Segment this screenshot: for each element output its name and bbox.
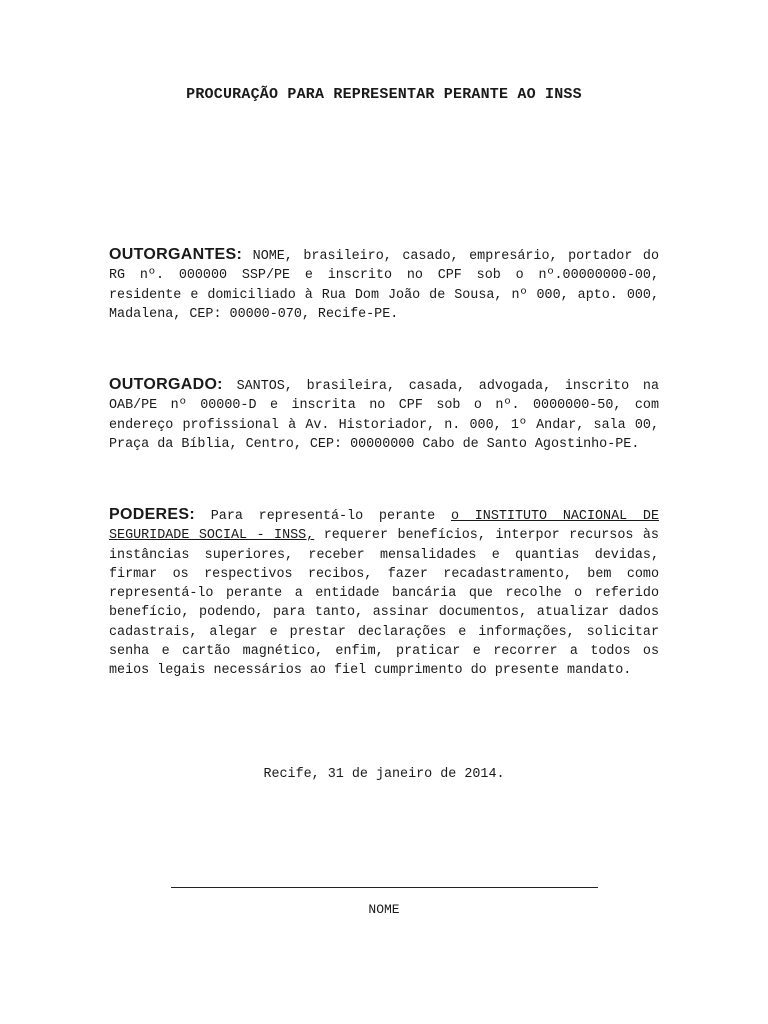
outorgado-heading: OUTORGADO: bbox=[109, 376, 223, 393]
outorgado-paragraph bbox=[109, 375, 659, 454]
outorgantes-text: NOME, brasileiro, casado, empresário, portador do RG nº. 000000 SSP/PE e inscrito no CPF sob o nº.00000000-00, residente e domiciliado à Rua Dom João de Sousa, nº 000, apto. 000, Madalena, CEP: 00000-070, Recife-PE. bbox=[109, 249, 659, 322]
outorgantes-paragraph bbox=[109, 245, 659, 324]
document-title: PROCURAÇÃO PARA REPRESENTAR PERANTE AO INSS bbox=[186, 86, 582, 103]
poderes-paragraph bbox=[109, 505, 659, 681]
outorgantes-heading: OUTORGANTES: bbox=[109, 246, 243, 263]
outorgado-text: SANTOS, brasileira, casada, advogada, inscrito na OAB/PE nº 00000-D e inscrita no CPF sob o nº. 0000000-50, com endereço profissional à Av. Historiador, n. 000, 1º Andar, sala 00, Praça da Bíblia, Centro, CEP: 00000000 Cabo de Santo Agostinho-PE. bbox=[109, 379, 660, 452]
signature-line bbox=[171, 887, 598, 888]
poderes-text-after: requerer benefícios, interpor recursos às instâncias superiores, receber mensalidades e quantias devidas, firmar os respectivos recibos, fazer recadastramento, bem como representá-lo perante a entidade bancária que recolhe o referido benefício, podendo, para tanto, assinar documentos, atualizar dados cadastrais, alegar e prestar declarações e informações, solicitar senha e cartão magnético, enfim, praticar e recorrer a todos os meios legais necessários ao fiel cumprimento do presente mandato. bbox=[109, 528, 659, 679]
signature-name: NOME bbox=[368, 902, 400, 917]
date-line: Recife, 31 de janeiro de 2014. bbox=[263, 767, 505, 782]
poderes-underlined-entity: o INSTITUTO NACIONAL DE SEGURIDADE SOCIAL - INSS, bbox=[109, 509, 659, 544]
poderes-text-before: Para representá-lo perante bbox=[210, 509, 436, 524]
poderes-heading: PODERES: bbox=[109, 506, 195, 523]
